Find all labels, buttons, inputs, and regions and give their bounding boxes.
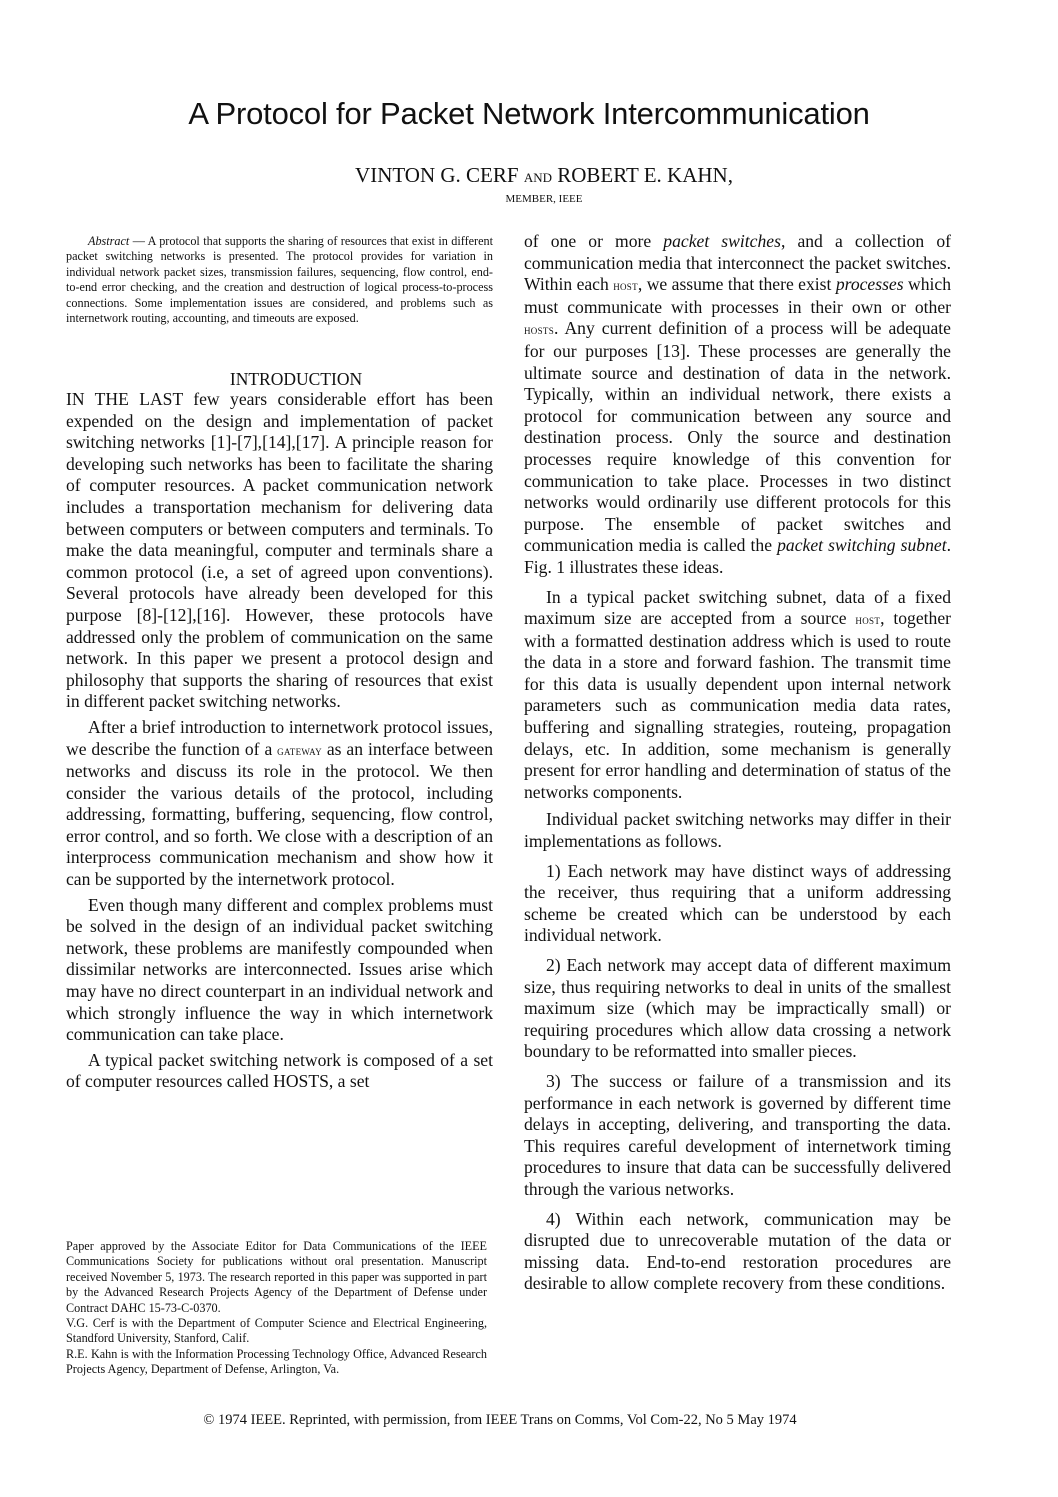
abstract-text: — A protocol that supports the sharing of resources that exist in different packet switching networks is presented. The protocol provides for variation in individual network packet sizes, transmission failures, sequencing, flow control, end-to-end error checking, and the creation and destruction of logical process-to-process connections. Some implementation issues are considered, and problems such as internetwork routing, accounting, and timeouts are exposed. bbox=[66, 234, 493, 326]
text-span: , together with a formatted destination address which is used to route the data in a store and forward fashion. The transmit time for this data is usually dependent upon internal network parameters such as communication media data rates, buffering and signalling strategies, routeing, propagation delays, etc. In addition, some mechanism is generally present for error handling and determination of status of the networks components. bbox=[524, 608, 951, 802]
author-affiliation: MEMBER, IEEE bbox=[505, 193, 583, 205]
emphasis-packet-switches: packet switches bbox=[663, 231, 781, 251]
right-paragraph-2 bbox=[524, 587, 951, 804]
section-heading-introduction: INTRODUCTION bbox=[229, 369, 363, 389]
author-line bbox=[0, 163, 1058, 188]
host-term: host bbox=[855, 612, 881, 628]
right-paragraph-3: Individual packet switching networks may differ in their implementations as follows. bbox=[524, 809, 951, 852]
intro-paragraph-1: IN THE LAST few years considerable effort has been expended on the design and implementation of packet switching networks [1]-[7],[14],[17]. A principle reason for developing such networks has been to facilitate the sharing of computer resources. A packet communication network includes a transportation mechanism for delivering data between computers or between computers and terminals. To make the data meaningful, computer and terminals share a common protocol (i.e, a set of agreed upon conventions). Several protocols have already been developed for this purpose [8]-[12],[16]. However, these protocols have addressed only the problem of communication on the same network. In this paper we present a protocol design and philosophy that supports the sharing of resources that exist in different packet switching networks. bbox=[66, 389, 493, 712]
intro-paragraph-4: A typical packet switching network is composed of a set of computer resources called HOSTS, a set bbox=[66, 1049, 493, 1092]
footnote-kahn: R.E. Kahn is with the Information Processing Technology Office, Advanced Research Projects Agency, Department of Defense, Arlington, Va. bbox=[66, 1346, 487, 1377]
list-item-4: 4) Within each network, communication may be disrupted due to unrecoverable mutation of the data or missing data. End-to-end restoration procedures are desirable to allow complete recovery from these conditions. bbox=[524, 1208, 951, 1294]
right-paragraph-1 bbox=[524, 231, 951, 579]
emphasis-processes: processes bbox=[835, 274, 904, 295]
text-span: as an interface between networks and discuss its role in the protocol. We then consider the various details of the protocol, including addressing, formatting, buffering, sequencing, flow control, error control, and so forth. We close with a description of an interprocess communication mechanism and show how it can be supported by the internetwork protocol. bbox=[66, 738, 493, 890]
left-column-body bbox=[66, 389, 493, 1098]
author-kahn: ROBERT E. KAHN, bbox=[557, 163, 733, 187]
hosts-term: hosts bbox=[524, 322, 555, 338]
text-span: , we assume that there exist bbox=[637, 274, 836, 295]
list-item-3: 3) The success or failure of a transmission and its performance in each network is governed by different time delays in accepting, delivering, and transporting the data. This requires careful development of internetwork timing procedures to insure that data can be successfully delivered through the various networks. bbox=[524, 1070, 951, 1199]
author-cerf: VINTON G. CERF bbox=[355, 163, 519, 187]
copyright-notice: © 1974 IEEE. Reprinted, with permission, from IEEE Trans on Comms, Vol Com-22, No 5 May 1974 bbox=[203, 1412, 797, 1428]
paper-title: A Protocol for Packet Network Intercommunication bbox=[188, 96, 870, 131]
text-span: After a brief introduction to internetwork protocol issues, we describe the function of a bbox=[66, 716, 493, 759]
emphasis-subnet: packet switching subnet bbox=[777, 535, 947, 556]
intro-paragraph-2 bbox=[66, 717, 493, 891]
footnotes bbox=[66, 1239, 487, 1378]
footnote-cerf: V.G. Cerf is with the Department of Computer Science and Electrical Engineering, Standford University, Stanford, Calif. bbox=[66, 1316, 487, 1346]
intro-paragraph-3: Even though many different and complex problems must be solved in the design of an individual packet switching network, these problems are manifestly compounded when dissimilar networks are interconnected. Issues arise which may have no direct counterpart in an individual network and which strongly influence the way in which internetwork communication can take place. bbox=[66, 894, 493, 1045]
text-span: of one or more bbox=[524, 231, 664, 251]
list-item-1: 1) Each network may have distinct ways of addressing the receiver, thus requiring that a uniform addressing scheme be created which can be understood by each individual network. bbox=[524, 860, 951, 946]
author-conjunction: AND bbox=[523, 170, 552, 185]
gateway-term: gateway bbox=[277, 742, 322, 758]
host-term: host bbox=[613, 278, 638, 294]
list-item-2: 2) Each network may accept data of different maximum size, thus requiring networks to deal in units of the smallest maximum size (which may be impractically small) or requiring procedures which allow data crossing a network boundary to be reformatted into smaller pieces. bbox=[524, 955, 951, 1062]
text-span: . Any current definition of a process will be adequate for our purposes [13]. These processes are generally the ultimate source and destination of data in the network. Typically, within an individual network, there exists a protocol for communication between any source and destination process. Only the source and destination processes require knowledge of this convention for communication to take place. Processes in two distinct networks would ordinarily use different protocols for this purpose. The ensemble of packet switches and communication media is called the bbox=[524, 318, 951, 556]
abstract-label: Abstract bbox=[88, 234, 130, 248]
text-span: . Fig. 1 illustrates these ideas. bbox=[524, 535, 952, 577]
footnote-approval: Paper approved by the Associate Editor for Data Communications of the IEEE Communications Society for publications without oral presentation. Manuscript received November 5, 1973. The research reported in this paper was supported in part by the Advanced Research Projects Agency of the Department of Defense under Contract DAHC 15-73-C-0370. bbox=[66, 1239, 487, 1315]
text-span: In a typical packet switching subnet, data of a fixed maximum size are accepted from a source bbox=[524, 586, 951, 629]
right-column-body bbox=[524, 231, 951, 1300]
text-span: , and a collection of communication media that interconnect the packet switches. Within each bbox=[524, 231, 951, 295]
abstract bbox=[66, 234, 493, 326]
text-span: which must communicate with processes in their own or other bbox=[524, 274, 951, 317]
